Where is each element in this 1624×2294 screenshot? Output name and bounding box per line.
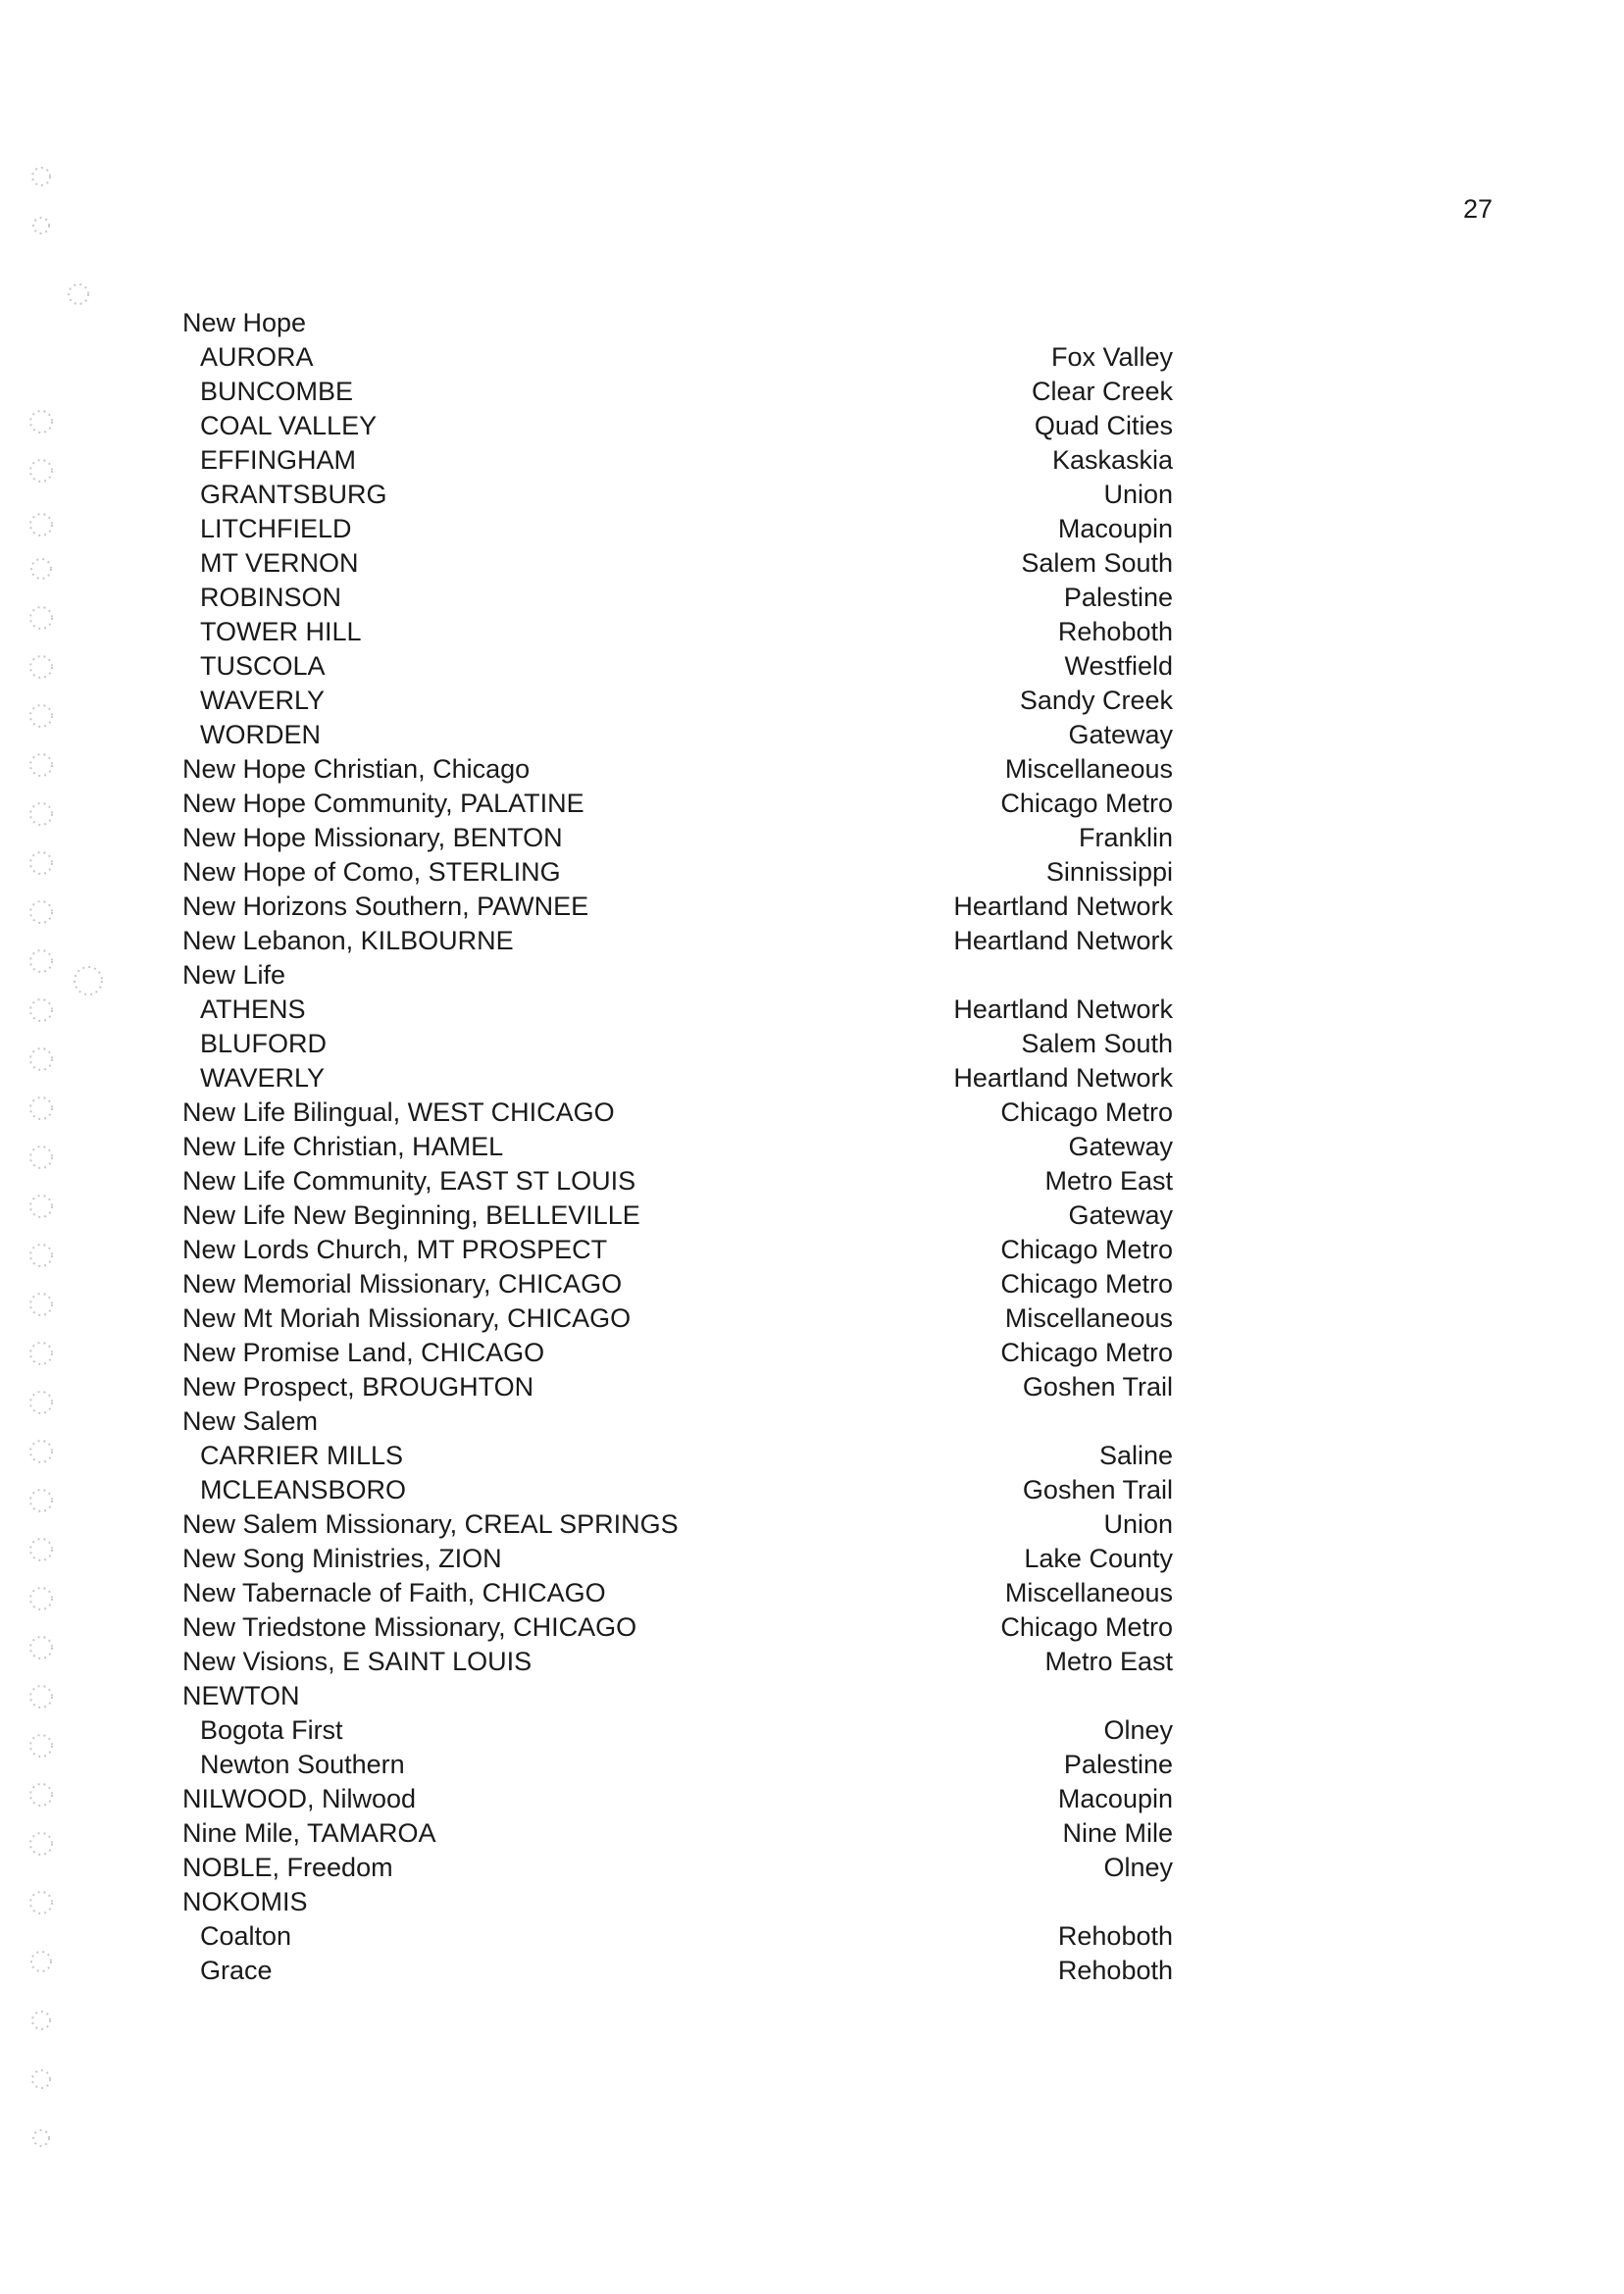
church-name: NILWOOD, Nilwood [182,1784,417,1813]
church-name: New Life New Beginning, BELLEVILLE [182,1200,640,1230]
directory-entry [182,306,1212,340]
church-name: NEWTON [182,1681,300,1710]
directory-entry [182,1576,1212,1610]
directory-entry [182,1301,1212,1336]
association-name: Chicago Metro [1000,1269,1173,1299]
directory-entry [182,546,1212,581]
directory-entry [182,1473,1212,1507]
directory-entry [182,1851,1212,1885]
association-name: Olney [1103,1853,1173,1882]
association-name: Macoupin [1057,1784,1173,1813]
church-location-name: WAVERLY [200,686,326,715]
church-name: New Lords Church, MT PROSPECT [182,1235,608,1264]
church-location-name: EFFINGHAM [200,445,356,475]
association-name: Lake County [1024,1544,1173,1573]
directory-entry [182,1542,1212,1576]
association-name: Sandy Creek [1019,686,1173,715]
association-name: Heartland Network [953,926,1173,955]
church-name: New Life [182,960,286,990]
binding-hole-marks [20,147,127,2207]
directory-entry [182,1816,1212,1851]
association-name: Union [1103,480,1173,509]
church-name: New Promise Land, CHICAGO [182,1338,545,1367]
association-name: Clear Creek [1031,377,1173,406]
directory-entry [182,787,1212,821]
directory-entry [182,1610,1212,1645]
church-location-name: Coalton [200,1921,292,1951]
directory-entry [182,615,1212,649]
association-name: Fox Valley [1050,342,1173,372]
church-name: New Life Community, EAST ST LOUIS [182,1166,636,1196]
church-location-name: AURORA [200,342,314,372]
church-location-name: MCLEANSBORO [200,1475,407,1504]
association-name: Westfield [1064,651,1173,681]
church-name: New Hope Community, PALATINE [182,789,584,818]
church-location-name: WAVERLY [200,1063,326,1093]
association-name: Heartland Network [953,892,1173,921]
association-name: Salem South [1021,548,1173,578]
church-location-name: Newton Southern [200,1750,405,1779]
association-name: Gateway [1068,1200,1173,1230]
church-name: New Song Ministries, ZION [182,1544,502,1573]
directory-entry [182,1267,1212,1301]
church-directory-list [182,306,1212,1988]
directory-entry [182,1748,1212,1782]
directory-entry [182,1404,1212,1439]
association-name: Sinnissippi [1045,857,1173,887]
church-name: New Salem Missionary, CREAL SPRINGS [182,1509,679,1539]
directory-entry [182,1782,1212,1816]
church-name: New Life Bilingual, WEST CHICAGO [182,1097,615,1127]
association-name: Rehoboth [1057,617,1173,646]
church-name: New Hope Missionary, BENTON [182,823,563,852]
church-name: New Triedstone Missionary, CHICAGO [182,1612,637,1642]
directory-entry [182,1645,1212,1679]
association-name: Miscellaneous [1004,1303,1173,1333]
association-name: Chicago Metro [1000,1612,1173,1642]
directory-entry [182,1233,1212,1267]
directory-entry [182,890,1212,924]
directory-entry [182,1198,1212,1233]
church-location-name: Grace [200,1956,273,1985]
directory-entry [182,443,1212,478]
directory-entry [182,1336,1212,1370]
church-location-name: CARRIER MILLS [200,1441,404,1470]
church-name: New Salem [182,1406,319,1436]
directory-entry [182,684,1212,718]
church-location-name: WORDEN [200,720,321,749]
association-name: Macoupin [1057,514,1173,543]
directory-entry [182,649,1212,684]
church-name: NOKOMIS [182,1887,308,1916]
church-name: New Visions, E SAINT LOUIS [182,1647,533,1676]
church-name: New Lebanon, KILBOURNE [182,926,514,955]
association-name: Palestine [1063,583,1173,612]
association-name: Heartland Network [953,1063,1173,1093]
church-location-name: LITCHFIELD [200,514,352,543]
association-name: Salem South [1021,1029,1173,1058]
directory-entry [182,1130,1212,1164]
association-name: Quad Cities [1034,411,1173,440]
church-location-name: BUNCOMBE [200,377,354,406]
association-name: Franklin [1078,823,1173,852]
directory-entry [182,1919,1212,1954]
association-name: Chicago Metro [1000,1338,1173,1367]
directory-entry [182,1439,1212,1473]
association-name: Saline [1098,1441,1173,1470]
directory-entry [182,752,1212,787]
association-name: Gateway [1068,1132,1173,1161]
church-name: New Mt Moriah Missionary, CHICAGO [182,1303,632,1333]
directory-entry [182,512,1212,546]
association-name: Nine Mile [1062,1818,1173,1848]
association-name: Heartland Network [953,994,1173,1024]
association-name: Miscellaneous [1004,1578,1173,1607]
directory-entry [182,478,1212,512]
church-name: New Memorial Missionary, CHICAGO [182,1269,623,1299]
directory-entry [182,821,1212,855]
association-name: Palestine [1063,1750,1173,1779]
association-name: Kaskaskia [1051,445,1173,475]
directory-entry [182,993,1212,1027]
church-location-name: ATHENS [200,994,306,1024]
church-location-name: Bogota First [200,1715,343,1745]
church-location-name: COAL VALLEY [200,411,378,440]
association-name: Metro East [1044,1647,1173,1676]
directory-entry [182,1027,1212,1061]
church-name: New Hope Christian, Chicago [182,754,531,784]
church-location-name: GRANTSBURG [200,480,387,509]
directory-entry [182,1061,1212,1096]
directory-entry [182,1954,1212,1988]
church-name: New Prospect, BROUGHTON [182,1372,534,1402]
association-name: Olney [1103,1715,1173,1745]
association-name: Chicago Metro [1000,1235,1173,1264]
church-location-name: TUSCOLA [200,651,326,681]
association-name: Union [1103,1509,1173,1539]
church-location-name: TOWER HILL [200,617,362,646]
directory-entry [182,855,1212,890]
directory-entry [182,718,1212,752]
directory-entry [182,581,1212,615]
association-name: Chicago Metro [1000,789,1173,818]
directory-entry [182,1885,1212,1919]
directory-entry [182,1096,1212,1130]
directory-entry [182,1164,1212,1198]
directory-entry [182,1507,1212,1542]
association-name: Goshen Trail [1022,1372,1173,1402]
church-location-name: BLUFORD [200,1029,328,1058]
association-name: Goshen Trail [1022,1475,1173,1504]
association-name: Metro East [1044,1166,1173,1196]
directory-entry [182,1713,1212,1748]
directory-entry [182,1679,1212,1713]
directory-entry [182,958,1212,993]
church-name: New Hope [182,308,307,337]
directory-entry [182,924,1212,958]
church-location-name: MT VERNON [200,548,359,578]
page-number: 27 [1463,194,1494,224]
association-name: Rehoboth [1057,1921,1173,1951]
association-name: Miscellaneous [1004,754,1173,784]
association-name: Gateway [1068,720,1173,749]
association-name: Chicago Metro [1000,1097,1173,1127]
church-name: New Horizons Southern, PAWNEE [182,892,589,921]
church-name: NOBLE, Freedom [182,1853,393,1882]
church-name: New Tabernacle of Faith, CHICAGO [182,1578,606,1607]
church-name: Nine Mile, TAMAROA [182,1818,436,1848]
directory-entry [182,340,1212,375]
directory-entry [182,1370,1212,1404]
church-name: New Life Christian, HAMEL [182,1132,504,1161]
church-location-name: ROBINSON [200,583,342,612]
directory-entry [182,375,1212,409]
directory-entry [182,409,1212,443]
association-name: Rehoboth [1057,1956,1173,1985]
church-name: New Hope of Como, STERLING [182,857,561,887]
